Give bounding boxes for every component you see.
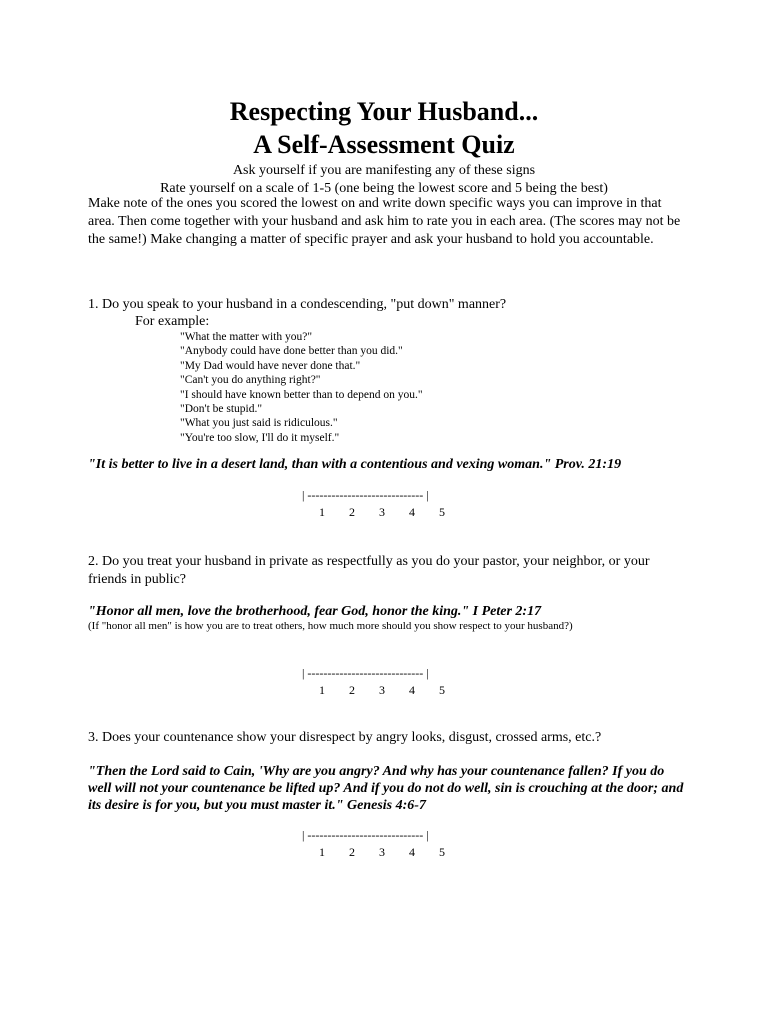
example-label: For example: (135, 314, 210, 329)
example-list (180, 330, 423, 445)
intro-paragraph: Make note of the ones you scored the lowest on and write down specific ways you can improve in that area. Then come together with your husband and ask him to rate you in each area. (The scores may not be the same!) Make changing a matter of specific prayer and ask your husband to hold you accountable. (88, 196, 681, 247)
example-item: "My Dad would have never done that." (180, 359, 361, 372)
rating-option-1[interactable]: 1 (319, 845, 325, 859)
scripture-verse-1: "It is better to live in a desert land, than with a contentious and vexing woman." Prov. 21:19 (88, 457, 622, 472)
rating-option-5[interactable]: 5 (439, 845, 445, 859)
question-2: 2. Do you treat your husband in private as respectfully as you do your pastor, your neighbor, or your friends in public? (88, 554, 650, 587)
rating-option-3[interactable]: 3 (379, 505, 385, 519)
example-item: "Can't you do anything right?" (180, 374, 321, 387)
scripture-verse-2: "Honor all men, love the brotherhood, fear God, honor the king." I Peter 2:17 (88, 604, 542, 619)
example-item: "Don't be stupid." (180, 403, 263, 416)
rating-option-4[interactable]: 4 (409, 505, 415, 519)
rating-option-3[interactable]: 3 (379, 845, 385, 859)
rating-instruction: Rate yourself on a scale of 1-5 (one being the lowest score and 5 being the best) (160, 181, 608, 196)
rating-scale-line-2: | ----------------------------- | (302, 666, 429, 680)
instruction-line: Ask yourself if you are manifesting any of these signs (232, 163, 536, 178)
rating-option-4[interactable]: 4 (409, 683, 415, 697)
rating-option-3[interactable]: 3 (379, 683, 385, 697)
rating-option-5[interactable]: 5 (439, 505, 445, 519)
example-item: "Anybody could have done better than you did." (180, 345, 403, 358)
question-1: 1. Do you speak to your husband in a condescending, "put down" manner? (88, 297, 507, 312)
verse-note: (If "honor all men" is how you are to treat others, how much more should you show respect to your husband?) (88, 620, 573, 632)
rating-scale-numbers-3 (307, 845, 457, 860)
rating-option-2[interactable]: 2 (349, 845, 355, 859)
rating-scale-line-1: | ----------------------------- | (302, 488, 429, 502)
example-item: "I should have known better than to depend on you." (180, 388, 423, 401)
example-item: "What you just said is ridiculous." (180, 417, 338, 430)
rating-option-1[interactable]: 1 (319, 505, 325, 519)
rating-option-4[interactable]: 4 (409, 845, 415, 859)
page-title: Respecting Your Husband... (229, 97, 539, 126)
rating-scale-numbers-1 (307, 505, 457, 520)
rating-option-2[interactable]: 2 (349, 683, 355, 697)
rating-scale-line-3: | ----------------------------- | (302, 828, 429, 842)
question-3: 3. Does your countenance show your disrespect by angry looks, disgust, crossed arms, etc.? (88, 730, 602, 745)
example-item: "You're too slow, I'll do it myself." (180, 431, 340, 444)
example-item: "What the matter with you?" (180, 331, 313, 343)
rating-option-1[interactable]: 1 (319, 683, 325, 697)
rating-option-2[interactable]: 2 (349, 505, 355, 519)
rating-scale-numbers-2 (307, 683, 457, 698)
scripture-verse-3: "Then the Lord said to Cain, 'Why are you angry? And why has your countenance fallen? If you do well will not your countenance be lifted up? And if you do not do well, sin is crouching at the door; and its desire is for you, but you must master it." Genesis 4:6-7 (88, 764, 684, 813)
page-subtitle-title: A Self-Assessment Quiz (253, 130, 515, 159)
rating-option-5[interactable]: 5 (439, 683, 445, 697)
